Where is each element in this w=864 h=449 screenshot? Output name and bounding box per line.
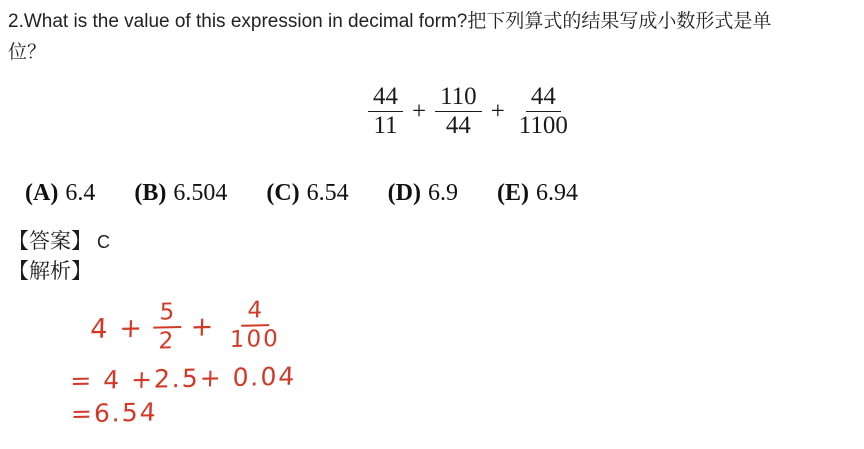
choice-e-value: 6.94: [535, 180, 578, 206]
answer-tag: 【答案】: [8, 229, 92, 253]
handwritten-solution: [69, 298, 298, 428]
handwriting-line-3: =6.54: [70, 397, 159, 428]
fraction-denominator: 11: [373, 112, 398, 140]
plus-operator: +: [490, 97, 505, 125]
hw-fraction-denominator: 2: [158, 328, 176, 355]
choice-b: [134, 180, 227, 207]
choice-c-value: 6.54: [306, 180, 349, 206]
hw-fraction-4-over-100: [223, 298, 287, 354]
answer-choices: [25, 180, 578, 207]
choice-a-label: (A): [25, 180, 59, 206]
handwriting-line-1: [84, 298, 296, 357]
fraction-44-over-1100: [514, 84, 573, 140]
answer-line: [8, 225, 110, 255]
choice-d-label: (D): [387, 180, 421, 206]
math-expression: [368, 84, 573, 140]
hw-fraction-denominator: 100: [229, 326, 281, 354]
fraction-110-over-44: [435, 84, 482, 140]
fraction-numerator: 44: [368, 84, 403, 112]
choice-e-label: (E): [496, 180, 529, 206]
fraction-44-over-11: [368, 84, 403, 140]
hw-fraction-numerator: 5: [153, 300, 183, 329]
hw-term: 4: [89, 313, 110, 345]
analysis-tag: 【解析】: [8, 259, 92, 283]
choice-d: [388, 180, 458, 207]
hw-plus: +: [190, 311, 216, 343]
question-text: [8, 6, 771, 68]
plus-operator: +: [412, 97, 427, 125]
hw-plus: +: [118, 312, 145, 345]
choice-a: [25, 180, 95, 207]
choice-d-value: 6.9: [427, 180, 458, 206]
choice-a-value: 6.4: [65, 180, 96, 206]
choice-c: [266, 180, 348, 207]
question-line-2: 位？: [8, 42, 47, 63]
hw-fraction-numerator: 4: [241, 298, 271, 327]
fraction-denominator: 1100: [518, 112, 568, 140]
choice-b-value: 6.504: [173, 180, 228, 206]
handwriting-line-2: = 4 +2.5+ 0.04: [69, 361, 297, 395]
choice-c-label: (C): [266, 180, 300, 206]
question-line-1: 2.What is the value of this expression in decimal form?把下列算式的结果写成小数形式是单: [8, 11, 772, 32]
choice-e: [497, 180, 578, 207]
fraction-numerator: 44: [526, 84, 561, 112]
analysis-line: [8, 255, 92, 285]
fraction-denominator: 44: [445, 112, 471, 140]
hw-fraction-5-over-2: [152, 300, 182, 355]
choice-b-label: (B): [134, 180, 167, 206]
fraction-numerator: 110: [435, 84, 482, 112]
answer-value: C: [97, 232, 110, 252]
